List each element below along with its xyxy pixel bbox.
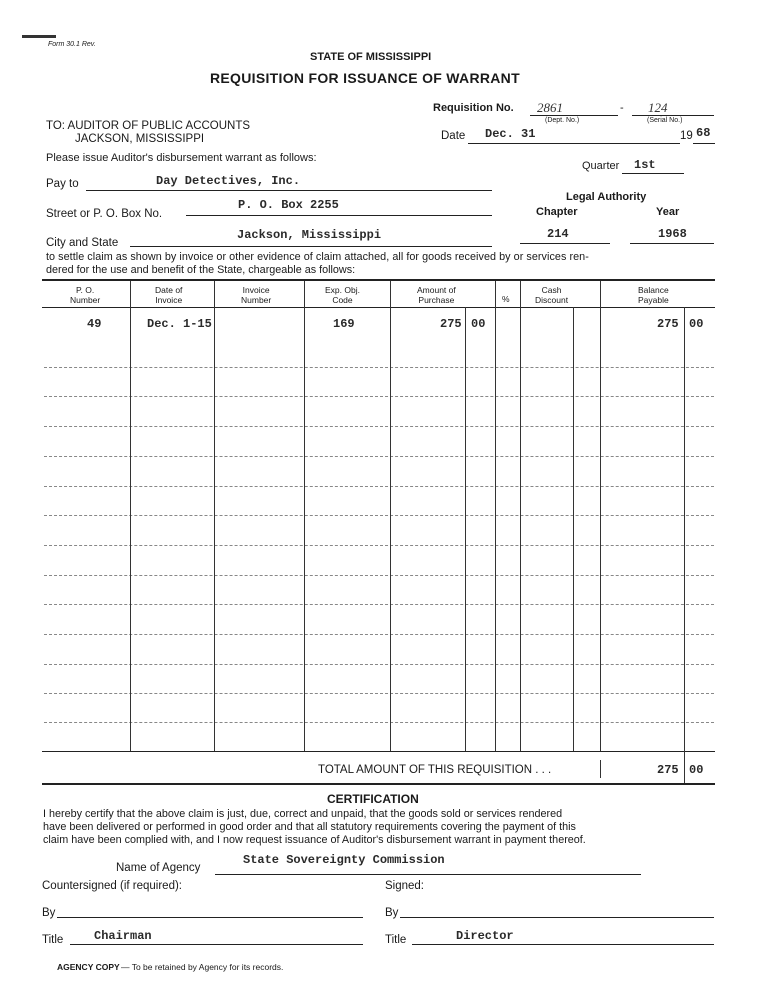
city-line [130,246,492,247]
pay-to-label: Pay to [46,178,79,190]
certification-title: CERTIFICATION [327,792,419,806]
street-value[interactable]: P. O. Box 2255 [238,198,339,212]
agency-value[interactable]: State Sovereignty Commission [243,853,445,867]
title-line-left [70,944,363,945]
quarter-label: Quarter [582,160,620,172]
dept-no-caption: (Dept. No.) [545,117,580,124]
title-label-right: Title [385,934,407,946]
chapter-line [520,243,610,244]
city-value[interactable]: Jackson, Mississippi [237,228,382,242]
form-number: Form 30.1 Rev. [48,41,96,48]
title-line-right [412,944,714,945]
pay-to-value[interactable]: Day Detectives, Inc. [156,174,301,188]
year-value[interactable]: 68 [696,126,711,140]
header-balance-payable: Balance Payable [638,285,669,305]
header-invoice-number: Invoice Number [241,285,272,305]
cell-po-number[interactable]: 49 [87,317,102,331]
year-line [693,143,715,144]
form-mark [22,35,56,38]
settle-text-1: to settle claim as shown by invoice or other evidence of claim attached, all for goods received by or services ren- [46,251,589,263]
agency-label: Name of Agency [116,862,201,874]
title-value-left[interactable]: Chairman [94,929,152,943]
cell-balance-dollars[interactable]: 275 [657,317,679,331]
header-exp-obj-code: Exp. Obj. Code [325,285,360,305]
header-po-number: P. O. Number [70,285,101,305]
title-label-left: Title [42,934,64,946]
cell-amount-cents[interactable]: 00 [471,317,486,331]
legal-authority-label: Legal Authority [566,191,647,203]
street-label: Street or P. O. Box No. [46,208,163,220]
by-label-right: By [385,907,399,919]
serial-no-line [632,115,714,116]
legal-year-label: Year [656,206,680,218]
issue-instruction: Please issue Auditor's disbursement warrant as follows: [46,152,317,164]
chapter-label: Chapter [536,206,578,218]
cell-balance-cents[interactable]: 00 [689,317,704,331]
requisition-dash: - [620,102,624,114]
title-value-right[interactable]: Director [456,929,514,943]
date-value[interactable]: Dec. 31 [485,127,536,141]
agency-copy-text: — To be retained by Agency for its records. [121,962,284,972]
signed-label: Signed: [385,880,425,892]
agency-line [215,874,641,875]
total-dollars[interactable]: 275 [657,763,679,777]
pay-to-line [86,190,492,191]
date-label: Date [441,130,466,142]
settle-text-2: dered for the use and benefit of the State, chargeable as follows: [46,264,356,276]
header-amount-of-purchase: Amount of Purchase [417,285,456,305]
requisition-label: Requisition No. [433,102,514,114]
header-date-of-invoice: Date of Invoice [155,285,183,305]
chapter-value[interactable]: 214 [547,227,569,241]
quarter-value[interactable]: 1st [634,158,656,172]
date-line [468,143,680,144]
to-line-1: TO: AUDITOR OF PUBLIC ACCOUNTS [46,120,251,132]
cell-amount-dollars[interactable]: 275 [440,317,462,331]
city-label: City and State [46,237,119,249]
state-heading: STATE OF MISSISSIPPI [310,51,432,63]
cell-exp-obj-code[interactable]: 169 [333,317,355,331]
certification-text-3: claim have been complied with, and I now request issuance of Auditor's disbursement warrant in payment thereof. [43,834,586,846]
certification-text-2: have been delivered or performed in good order and that all statutory requirements covering the payment of this [43,821,576,833]
by-line-left[interactable] [57,917,363,918]
legal-year-line [630,243,714,244]
year-prefix: 19 [680,130,693,142]
to-line-2: JACKSON, MISSISSIPPI [75,133,205,145]
header-cash-discount: Cash Discount [535,285,569,305]
serial-no-caption: (Serial No.) [647,117,683,124]
form-title: REQUISITION FOR ISSUANCE OF WARRANT [210,70,520,86]
countersigned-label: Countersigned (if required): [42,880,182,892]
cell-date-of-invoice[interactable]: Dec. 1-15 [147,317,212,331]
header-percent: % [502,294,510,304]
dept-no-value[interactable]: 2861 [537,100,563,115]
quarter-line [622,173,684,174]
street-line [186,215,492,216]
total-label: TOTAL AMOUNT OF THIS REQUISITION . . . [318,764,552,776]
certification-text-1: I hereby certify that the above claim is just, due, correct and unpaid, that the goods sold or services rendered [43,808,563,820]
serial-no-value[interactable]: 124 [648,100,668,115]
agency-copy-label: AGENCY COPY [57,962,120,972]
by-line-right[interactable] [400,917,714,918]
total-left-bracket [600,760,601,778]
legal-year-value[interactable]: 1968 [658,227,687,241]
by-label-left: By [42,907,56,919]
total-cents[interactable]: 00 [689,763,704,777]
